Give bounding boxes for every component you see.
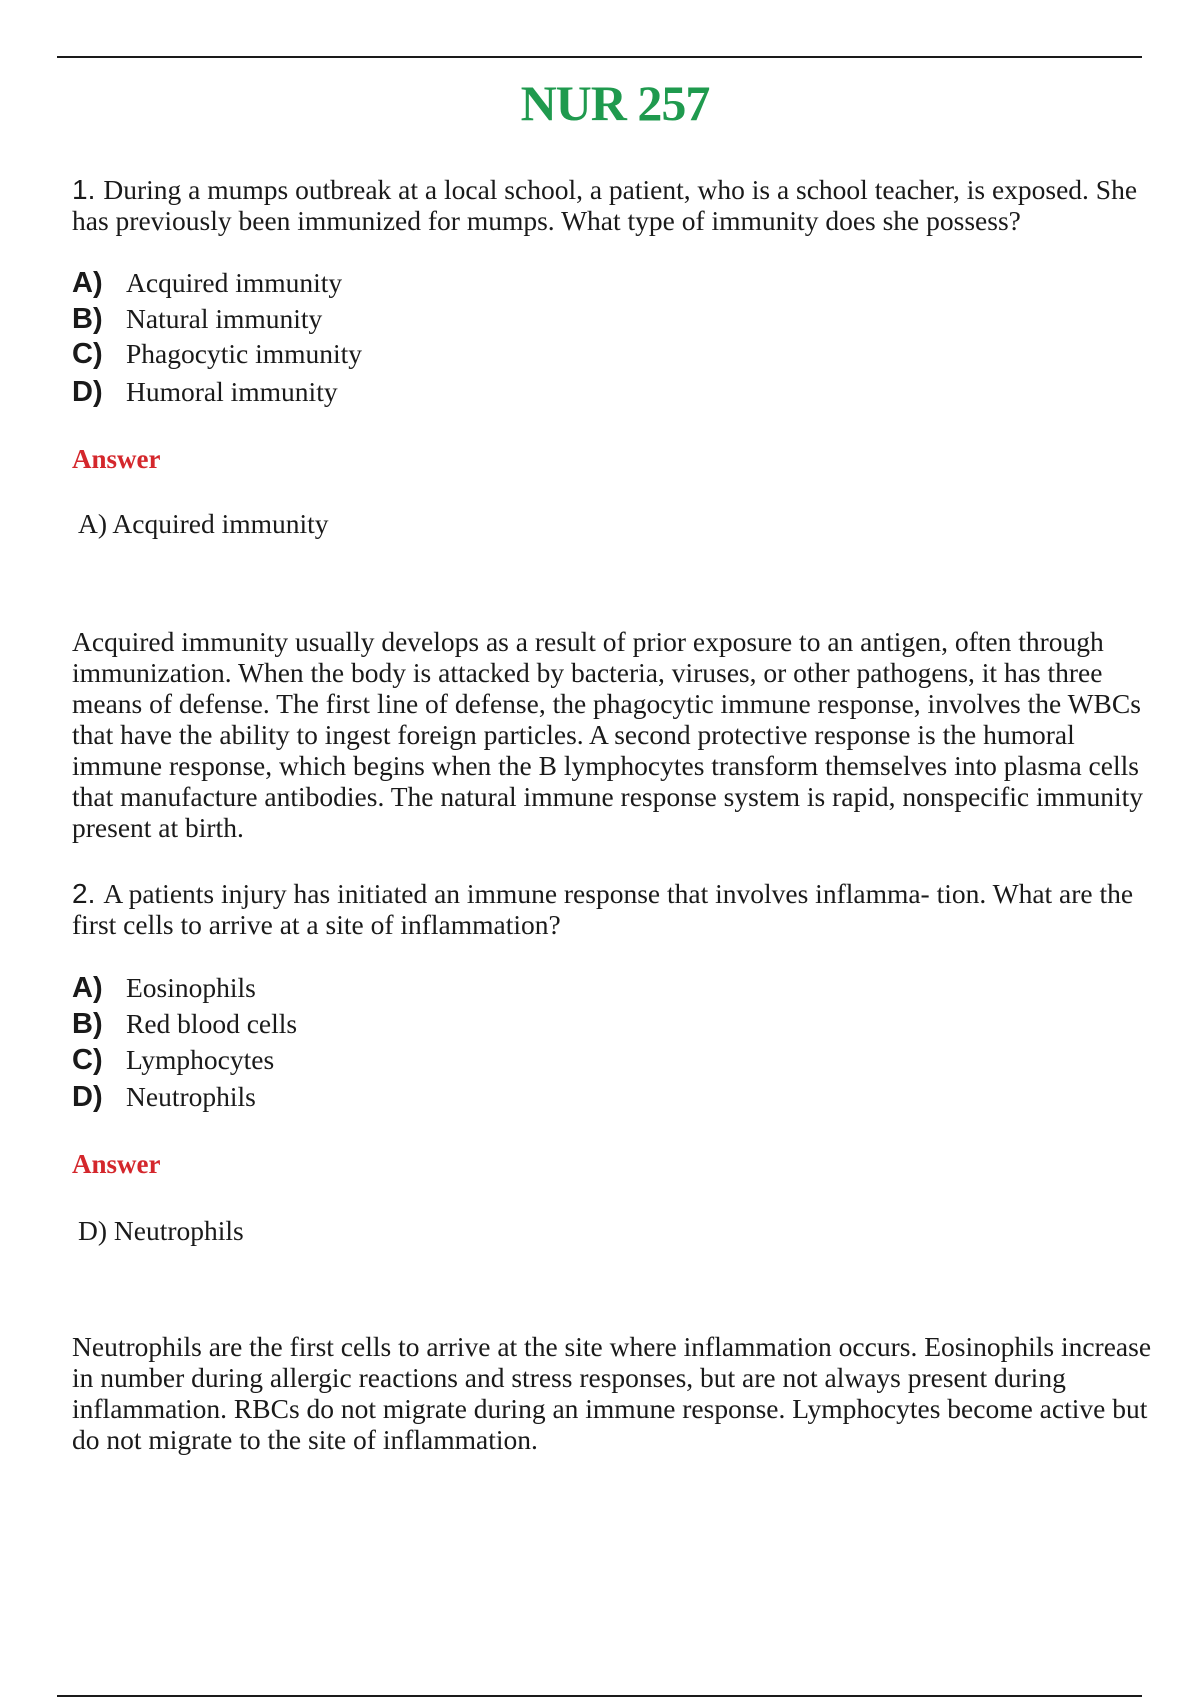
question-text: During a mumps outbreak at a local school, a patient, who is a school teacher, is exposed. She has previously been immunized for mumps. What type of immunity does she possess? [72, 174, 1138, 236]
option-text: Neutrophils [126, 1081, 256, 1112]
option-letter: D) [72, 1081, 103, 1113]
option-text: Acquired immunity [126, 267, 343, 298]
option-letter: C) [72, 338, 103, 370]
option-text: Red blood cells [126, 1008, 298, 1039]
explanation-1: Acquired immunity usually develops as a result of prior exposure to an antigen, often through immunization. When the body is attacked by bacteria, viruses, or other pathogens, it has three means of defense. The first line of defense, the phagocytic immune response, involves the WBCs that have the ability to ingest foreign particles. A second protective response is the humoral immune response, which begins when the B lymphocytes transform themselves into plasma cells that manufacture antibodies. The natural immune response system is rapid, nonspecific immunity present at birth. [72, 626, 1143, 843]
option-letter: C) [72, 1044, 103, 1076]
top-rule [57, 56, 1142, 58]
document-title: NUR 257 [520, 75, 710, 131]
option-text: Natural immunity [126, 303, 323, 334]
option-text: Phagocytic immunity [126, 338, 363, 369]
option-text: Eosinophils [126, 972, 256, 1003]
answer-value: D) Neutrophils [78, 1215, 244, 1246]
answer-heading: Answer [72, 444, 161, 474]
answer-value: A) Acquired immunity [78, 508, 329, 539]
answer-heading: Answer [72, 1149, 161, 1179]
option-letter: A) [72, 972, 103, 1004]
option-letter: A) [72, 267, 103, 299]
question-number: 2. [72, 878, 96, 909]
question-2 [72, 878, 1157, 940]
question-1 [72, 174, 1157, 236]
option-d[interactable] [72, 377, 338, 407]
explanation-2: Neutrophils are the first cells to arrive at the site where inflammation occurs. Eosinophils increase in number during allergic reactions and stress responses, but are not always present during inflammation. RBCs do not migrate during an immune response. Lymphocytes become active but do not migrate to the site of inflammation. [72, 1331, 1152, 1455]
option-letter: B) [72, 1008, 103, 1040]
bottom-rule [57, 1695, 1142, 1697]
option-b[interactable] [72, 304, 322, 334]
option-c[interactable] [72, 339, 362, 369]
question-text: A patients injury has initiated an immune response that involves inflamma- tion. What are the first cells to arrive at a site of inflammation? [72, 878, 1134, 940]
option-letter: B) [72, 303, 103, 335]
option-a[interactable] [72, 973, 256, 1003]
option-text: Humoral immunity [126, 376, 338, 407]
option-b[interactable] [72, 1009, 297, 1039]
option-a[interactable] [72, 268, 342, 298]
option-c[interactable] [72, 1045, 274, 1075]
option-d[interactable] [72, 1082, 256, 1112]
question-number: 1. [72, 174, 96, 205]
option-text: Lymphocytes [126, 1044, 275, 1075]
option-letter: D) [72, 376, 103, 408]
